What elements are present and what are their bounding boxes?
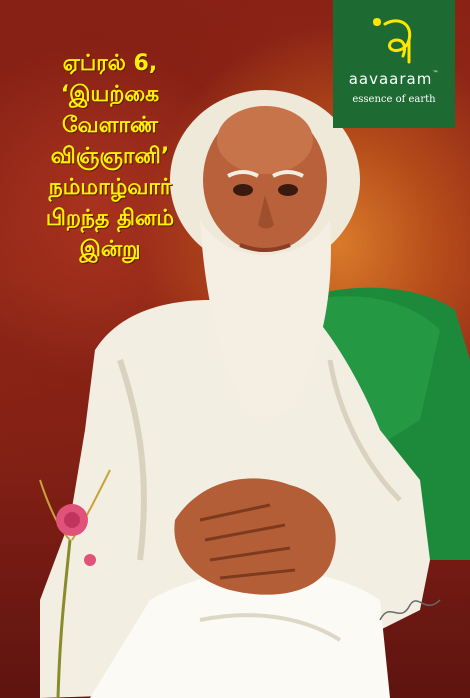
headline-line: ‘இயற்கை xyxy=(60,82,160,107)
headline-line: நம்மாழ்வார் xyxy=(48,175,172,200)
aavaaram-brand-box xyxy=(333,0,455,128)
headline-line: ஏப்ரல் 6, xyxy=(62,51,158,76)
tamil-headline xyxy=(10,48,210,265)
headline-line: இன்று xyxy=(79,237,141,262)
headline-line: பிறந்த தினம் xyxy=(45,206,175,231)
brand-tagline: essence of earth xyxy=(352,94,436,105)
aavaaram-logo-icon xyxy=(367,10,421,66)
brand-name xyxy=(333,70,455,88)
trademark-symbol: ™ xyxy=(432,70,440,77)
brand-name-text: aavaaram xyxy=(348,70,433,88)
headline-line: விஞ்ஞானி’ xyxy=(50,144,170,169)
headline-line: வேளாண் xyxy=(61,113,158,138)
